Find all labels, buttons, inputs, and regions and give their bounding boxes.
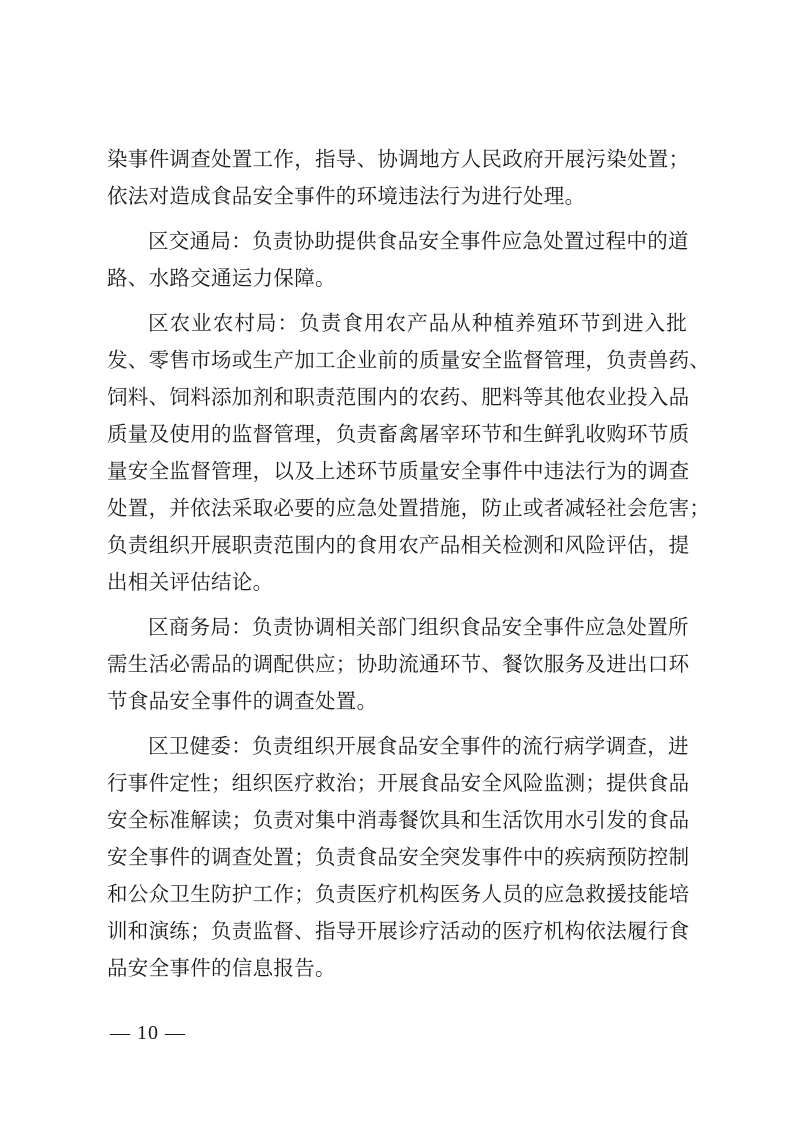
text-line: 区交通局：负责协助提供食品安全事件应急处置过程中的道	[148, 229, 689, 253]
page-number: — 10 —	[110, 1022, 186, 1044]
text-line: 节食品安全事件的调查处置。	[107, 689, 378, 713]
text-line: 安全事件的调查处置；负责食品安全突发事件中的疾病预防控制	[107, 845, 690, 869]
text-line: 质量及使用的监督管理，负责畜禽屠宰环节和生鲜乳收购环节质	[107, 422, 690, 446]
text-line: 饲料、饲料添加剂和职责范围内的农药、肥料等其他农业投入品	[107, 385, 690, 409]
paragraph-health-commission	[107, 728, 690, 987]
text-line: 品安全事件的信息报告。	[107, 956, 336, 980]
paragraph-env-continuation	[107, 141, 690, 215]
text-line: 处置，并依法采取必要的应急处置措施，防止或者减轻社会危害；	[107, 496, 711, 520]
text-line: 量安全监督管理，以及上述环节质量安全事件中违法行为的调查	[107, 459, 690, 483]
text-line: 染事件调查处置工作，指导、协调地方人民政府开展污染处置；	[107, 147, 690, 171]
text-line: 需生活必需品的调配供应；协助流通环节、餐饮服务及进出口环	[107, 652, 690, 676]
text-line: 区农业农村局：负责食用农产品从种植养殖环节到进入批	[148, 311, 687, 335]
text-line: 训和演练；负责监督、指导开展诊疗活动的医疗机构依法履行食	[107, 919, 690, 943]
text-line: 区商务局：负责协调相关部门组织食品安全事件应急处置所	[148, 615, 689, 639]
text-line: 和公众卫生防护工作；负责医疗机构医务人员的应急救援技能培	[107, 882, 690, 906]
text-line: 路、水路交通运力保障。	[107, 266, 336, 290]
text-line: 区卫健委：负责组织开展食品安全事件的流行病学调查，进	[148, 734, 689, 758]
text-line: 负责组织开展职责范围内的食用农产品相关检测和风险评估，提	[107, 533, 690, 557]
paragraph-commerce-bureau	[107, 609, 690, 720]
text-line: 发、零售市场或生产加工企业前的质量安全监督管理，负责兽药、	[107, 348, 711, 372]
text-line: 安全标准解读；负责对集中消毒餐饮具和生活饮用水引发的食品	[107, 808, 690, 832]
document-body	[107, 141, 711, 995]
text-line: 出相关评估结论。	[107, 570, 274, 594]
text-line: 行事件定性；组织医疗救治；开展食品安全风险监测；提供食品	[107, 771, 690, 795]
paragraph-agriculture-bureau	[107, 305, 711, 601]
paragraph-transport-bureau	[107, 223, 687, 297]
text-line: 依法对造成食品安全事件的环境违法行为进行处理。	[107, 184, 586, 208]
